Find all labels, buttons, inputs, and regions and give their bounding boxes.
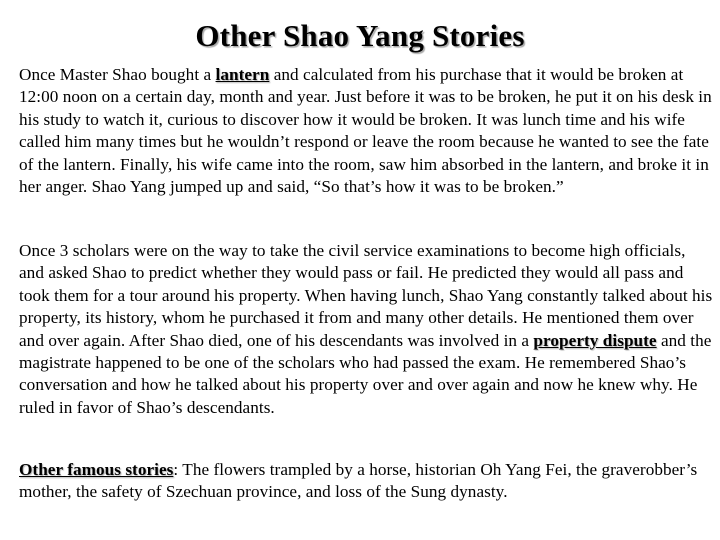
paragraph-text: Once 3 scholars were on the way to take the civil service examinations to become high officials, and asked Shao to predict whether they would pass or fail. He predicted they would all pass and took them for a tour around his property. When having lunch, Shao Yang constantly talked about his property, its history, whom he purchased it from and many other details. He mentioned them over and over again. After Shao died, one of his descendants was involved in a xyxy=(19,241,713,350)
lantern-story-paragraph xyxy=(19,64,713,198)
paragraph-text: and calculated from his purchase that it would be broken at 12:00 noon on a certain day, month and year. Just before it was to be broken, he put it on his desk in his study to watch it, curious to discover how it would be broken. It was lunch time and his wife called him many times but he wouldn’t respond or leave the room because he wanted to see the fate of the lantern. Finally, his wife came into the room, saw him absorbed in the lantern, and broke it in her anger. Shao Yang jumped up and said, “So that’s how it was to be broken.” xyxy=(19,65,712,197)
other-stories-paragraph xyxy=(19,459,713,504)
other-famous-stories-link[interactable]: Other famous stories xyxy=(19,460,174,479)
scholars-story-paragraph xyxy=(19,240,713,419)
lantern-link[interactable]: lantern xyxy=(215,65,270,84)
paragraph-text: : The flowers trampled by a horse, historian Oh Yang Fei, the graverobber’s mother, the safety of Szechuan province, and loss of the Sung dynasty. xyxy=(19,460,698,502)
paragraph-text: and the magistrate happened to be one of the scholars who had passed the exam. He remembered Shao’s conversation and how he talked about his property over and over again and now he knew why. He ruled in favor of Shao’s descendants. xyxy=(19,330,712,417)
paragraph-text: Once Master Shao bought a xyxy=(19,65,216,84)
page-title: Other Shao Yang Stories xyxy=(195,18,525,53)
property-dispute-link[interactable]: property dispute xyxy=(533,330,657,350)
